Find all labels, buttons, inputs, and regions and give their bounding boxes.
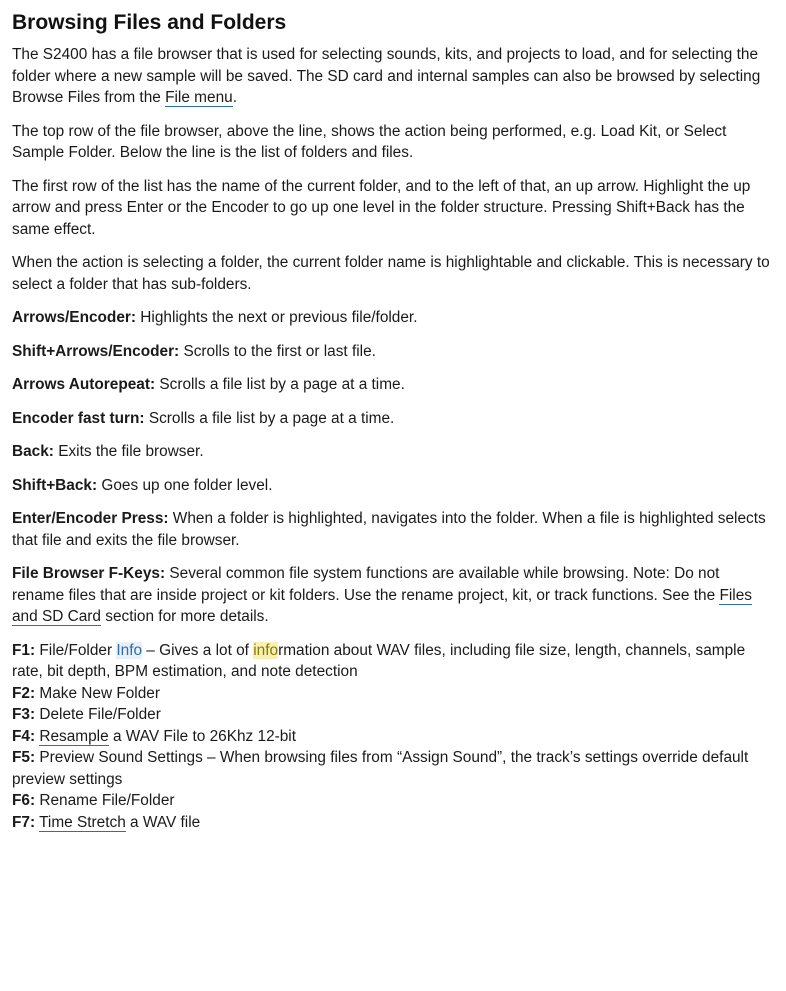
- fkey-f7: F7: Time Stretch a WAV file: [12, 813, 201, 831]
- files-sd-card-link[interactable]: Files and SD Card: [12, 586, 752, 625]
- intro-paragraph: The S2400 has a file browser that is used for selecting sounds, kits, and projects to load, and for selecting the folder where a new sample will be saved. The SD card and internal samples can also be browsed by selecting Browse Files from the File menu.: [12, 46, 761, 106]
- control-arrows-autorepeat: Arrows Autorepeat: Scrolls a file list by a page at a time.: [12, 376, 405, 393]
- control-back: Back: Exits the file browser.: [12, 443, 204, 460]
- search-highlight: info: [253, 641, 279, 659]
- info-highlight: Info: [116, 641, 143, 659]
- control-arrows-encoder: Arrows/Encoder: Highlights the next or previous file/folder.: [12, 309, 418, 326]
- control-enter-encoder-press: Enter/Encoder Press: When a folder is highlighted, navigates into the folder. When a file is highlighted selects that file and exits the file browser.: [12, 510, 766, 549]
- control-shift-arrows: Shift+Arrows/Encoder: Scrolls to the first or last file.: [12, 342, 376, 360]
- fkey-f1: F1: File/Folder Info – Gives a lot of information about WAV files, including file size, length, channels, sample rate, bit depth, BPM estimation, and note detection: [12, 641, 746, 680]
- file-menu-link[interactable]: File menu: [165, 89, 233, 106]
- section-heading: Browsing Files and Folders: [12, 11, 287, 34]
- fkey-f3: F3: Delete File/Folder: [12, 706, 161, 723]
- fkey-f2: F2: Make New Folder: [12, 684, 160, 702]
- control-shift-back: Shift+Back: Goes up one folder level.: [12, 476, 273, 494]
- time-stretch-link[interactable]: Time Stretch: [39, 813, 126, 831]
- folder-select-paragraph: When the action is selecting a folder, the current folder name is highlightable and clickable. This is necessary to select a folder that has sub-folders.: [12, 254, 770, 293]
- fkeys-paragraph: File Browser F-Keys: Several common file system functions are available while browsing. Note: Do not rename files that are inside project or kit folders. Use the rename project, kit, or track functions. See the Files and SD Card section for more details.: [12, 565, 752, 625]
- fkey-f5: F5: Preview Sound Settings – When browsing files from “Assign Sound”, the track’s settings override default preview settings: [12, 749, 749, 788]
- fkey-f4: F4: Resample a WAV File to 26Khz 12-bit: [12, 727, 297, 745]
- first-row-paragraph: The first row of the list has the name of the current folder, and to the left of that, an up arrow. Highlight the up arrow and press Enter or the Encoder to go up one level in the folder structure. Pressing Shift+Back has the same effect.: [12, 177, 751, 238]
- fkey-list: [12, 640, 774, 834]
- fkey-f6: F6: Rename File/Folder: [12, 792, 175, 809]
- top-row-paragraph: The top row of the file browser, above the line, shows the action being performed, e.g. Load Kit, or Select Sample Folder. Below the line is the list of folders and files.: [12, 122, 727, 161]
- resample-link[interactable]: Resample: [39, 727, 109, 745]
- control-encoder-fast-turn: Encoder fast turn: Scrolls a file list by a page at a time.: [12, 409, 395, 427]
